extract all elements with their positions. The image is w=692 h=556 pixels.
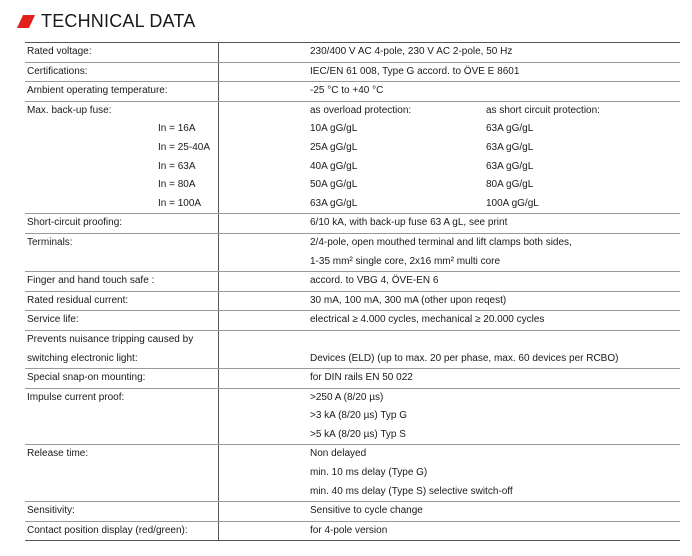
spec-label: Rated residual current: [27,294,129,306]
table-row-short-circuit-proofing [25,214,680,234]
spec-value: electrical ≥ 4.000 cycles, mechanical ≥ 20.000 cycles [310,314,545,326]
overload-value: 63A gG/gL [310,197,358,209]
table-row-rated-residual-current [25,292,680,312]
section-header [16,9,195,33]
spec-value: >250 A (8/20 µs) [310,391,384,403]
spec-label: Short-circuit proofing: [27,217,123,229]
table-row-release-time [25,445,680,502]
table-row-ambient-temperature [25,82,680,102]
short-circuit-value: 80A gG/gL [486,179,534,191]
table-row-snap-on-mounting [25,369,680,389]
table-row-certifications [25,63,680,83]
spec-label: Sensitivity: [27,505,75,517]
fuse-current-label: In = 16A [158,123,196,135]
short-circuit-value: 63A gG/gL [486,160,534,172]
short-circuit-value: 63A gG/gL [486,141,534,153]
short-circuit-value: 100A gG/gL [486,197,539,209]
spec-value: -25 °C to +40 °C [310,85,384,97]
fuse-current-label: In = 80A [158,179,196,191]
spec-value: 6/10 kA, with back-up fuse 63 A gL, see print [310,217,508,229]
spec-value: min. 10 ms delay (Type G) [310,467,428,479]
overload-value: 40A gG/gL [310,160,358,172]
fuse-current-label: In = 100A [158,197,202,209]
short-circuit-header: as short circuit protection: [486,104,600,116]
technical-data-table [25,42,680,541]
spec-value [219,331,680,350]
fuse-current-label: In = 25-40A [158,141,210,153]
spec-label: Prevents nuisance tripping caused by [27,333,194,345]
overload-value: 25A gG/gL [310,141,358,153]
spec-label: Terminals: [27,236,73,248]
table-row-touch-safe [25,272,680,292]
overload-value: 50A gG/gL [310,179,358,191]
spec-value: >3 kA (8/20 µs) Typ G [310,410,408,422]
spec-value: Non delayed [310,448,367,460]
table-row-sensitivity [25,502,680,522]
page-title: TECHNICAL DATA [41,10,196,31]
spec-label: Max. back-up fuse: [27,104,112,116]
spec-value: 230/400 V AC 4-pole, 230 V AC 2-pole, 50 Hz [310,46,513,57]
table-row-impulse-current [25,389,680,446]
spec-label: Finger and hand touch safe : [27,275,155,287]
table-row-terminals [25,234,680,272]
table-row-rated-voltage [25,43,680,63]
spec-label: Certifications: [27,65,88,77]
spec-value: IEC/EN 61 008, Type G accord. to ÖVE E 8601 [310,65,520,77]
spec-value: 30 mA, 100 mA, 300 mA (other upon reqest) [310,294,507,306]
table-row-back-up-fuse [25,102,680,215]
spec-value: for 4-pole version [310,524,388,536]
spec-label: Impulse current proof: [27,391,125,403]
table-row-service-life [25,311,680,331]
spec-label: Ambient operating temperature: [27,85,168,97]
red-slash-icon [17,15,35,28]
spec-label: Service life: [27,314,79,326]
fuse-current-label: In = 63A [158,160,196,172]
short-circuit-value: 63A gG/gL [486,123,534,135]
spec-label: Rated voltage: [27,46,92,57]
spec-value: Devices (ELD) (up to max. 20 per phase, max. 60 devices per RCBO) [310,352,619,364]
spec-value: for DIN rails EN 50 022 [310,372,413,384]
spec-value: min. 40 ms delay (Type S) selective switch-off [310,485,513,497]
spec-label: Contact position display (red/green): [27,524,188,536]
spec-value: Sensitive to cycle change [310,505,423,517]
spec-label: Release time: [27,448,89,460]
spec-label: Special snap-on mounting: [27,372,146,384]
table-row-contact-position [25,522,680,542]
spec-value: 1-35 mm² single core, 2x16 mm² multi core [310,255,501,267]
overload-header: as overload protection: [310,104,412,116]
spec-label: switching electronic light: [27,352,138,364]
overload-value: 10A gG/gL [310,123,358,135]
spec-value: >5 kA (8/20 µs) Typ S [310,428,406,440]
spec-value: accord. to VBG 4, ÖVE-EN 6 [310,275,439,287]
spec-value: 2/4-pole, open mouthed terminal and lift clamps both sides, [310,236,572,248]
table-row-nuisance-tripping [25,331,680,369]
